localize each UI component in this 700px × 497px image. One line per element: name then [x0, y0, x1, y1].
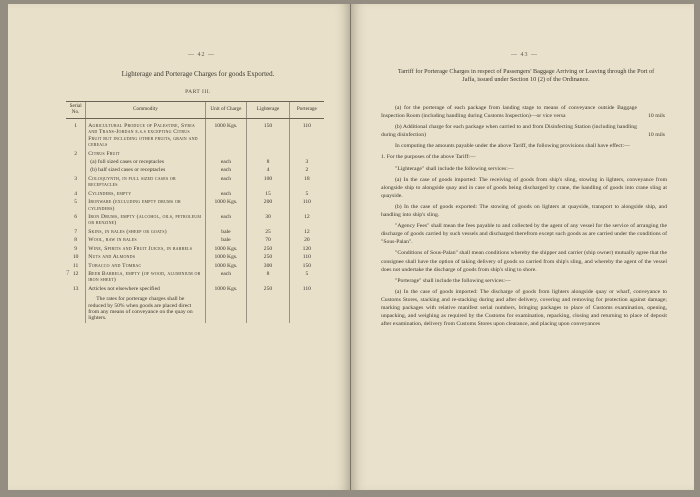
tariff-paragraph — [381, 203, 667, 219]
tariff-text — [381, 104, 667, 331]
header-unit: Unit of Charge — [205, 102, 247, 119]
charge-amount: 10 mils — [648, 113, 665, 120]
cell-lighterage: 70 — [247, 236, 290, 244]
table-row — [66, 285, 324, 293]
cell-porterage: 3 — [289, 158, 324, 166]
cell-lighterage: 150 — [247, 118, 290, 149]
left-page-number: — 42 — — [188, 52, 215, 58]
cell-commodity: Beer Barrels, empty (of wood, aluminium or iron sheet) — [86, 270, 205, 285]
cell-serial: 2 — [74, 150, 78, 157]
cell-lighterage: 300 — [247, 262, 290, 270]
cell-lighterage: 15 — [247, 190, 290, 198]
margin-mark: 7 — [66, 269, 70, 277]
cell-unit — [205, 150, 247, 158]
paragraph-text: "Conditions of Sous-Palan" shall mean conditions whereby the shipper and carrier (ship owner) mutually agree that the consignee shall have the option of taking delivery of goods so carried from ship's sling, and whereby the agent of the vessel does not undertake the discharge of goods from ship's sling to shore. — [381, 250, 667, 273]
table-header-row — [66, 102, 324, 119]
tariff-paragraph — [381, 288, 667, 328]
table-note-row — [66, 293, 324, 323]
cell-serial: 13 — [72, 285, 79, 292]
cell-unit: 1000 Kgs. — [205, 285, 247, 293]
table-note: The rates for porterage charges shall be reduced by 50% when goods are placed direct from any means of conveyance on the quay on lighters. — [86, 293, 205, 323]
cell-porterage: 18 — [289, 175, 324, 190]
table-row — [66, 245, 324, 253]
paragraph-text: (b) In the case of goods exported: The stowing of goods on lighters at quayside, transport to alongside ship, and handling into ship's sling. — [381, 203, 667, 219]
tariff-paragraph — [381, 249, 667, 273]
table-note-empty-cell — [247, 293, 290, 323]
cell-porterage: 120 — [289, 245, 324, 253]
cell-commodity: Iron Drums, empty (alcohol, oils, petroleum or benzine) — [86, 213, 205, 228]
cell-lighterage: 250 — [247, 253, 290, 261]
table-row — [66, 175, 324, 190]
cell-serial: 8 — [74, 237, 78, 244]
cell-serial: 6 — [74, 214, 78, 220]
cell-commodity: Nuts and Almonds — [86, 253, 205, 261]
tariff-paragraph — [381, 142, 667, 150]
cell-unit: each — [205, 270, 247, 285]
cell-unit: bale — [205, 228, 247, 236]
tariff-paragraph — [381, 123, 667, 139]
cell-porterage: 12 — [289, 228, 324, 236]
table-row — [66, 166, 324, 174]
cell-porterage: 5 — [289, 190, 324, 198]
cell-lighterage: 4 — [247, 166, 290, 174]
cell-unit: each — [205, 158, 247, 166]
tariff-paragraph — [381, 222, 667, 246]
tariff-paragraph — [381, 277, 667, 285]
cell-commodity: Wool, raw in bales — [86, 236, 205, 244]
cell-serial — [66, 166, 86, 174]
cell-serial: 11 — [72, 262, 79, 269]
table-row — [66, 118, 324, 149]
cell-unit: bale — [205, 236, 247, 244]
table-row — [66, 190, 324, 198]
tariff-paragraph — [381, 153, 667, 161]
cell-lighterage: 25 — [247, 228, 290, 236]
cell-lighterage: 200 — [247, 198, 290, 213]
paragraph-text: (a) for the porterage of each package from landing stage to means of conveyance outside Baggage Inspection Room (including handling during Customs Inspection)—or vice versa — [381, 105, 637, 120]
table-note-empty-cell — [66, 293, 86, 323]
table-note-empty-cell — [289, 293, 324, 323]
tariff-paragraph — [381, 104, 667, 120]
table-row — [66, 236, 324, 244]
table-row — [66, 270, 324, 285]
cell-serial: 12 — [72, 270, 79, 277]
cell-serial: 4 — [74, 190, 78, 197]
header-commodity: Commodity — [86, 102, 205, 119]
cell-lighterage: 250 — [247, 285, 290, 293]
part-heading: PART III. — [185, 89, 211, 95]
table-note-empty-cell — [205, 293, 247, 323]
cell-unit: 1000 Kgs. — [205, 198, 247, 213]
paragraph-text: "Porterage" shall include the following services:— — [395, 277, 511, 284]
cell-commodity: Wine, Spirits and Fruit Juices, in barrels — [86, 245, 205, 253]
cell-serial: 7 — [74, 228, 78, 235]
cell-porterage: 110 — [289, 253, 324, 261]
cell-serial: 1 — [74, 122, 78, 129]
cell-serial — [66, 158, 86, 166]
cell-lighterage: 100 — [247, 175, 290, 190]
cell-unit: each — [205, 166, 247, 174]
header-serial: Serial No. — [66, 102, 86, 119]
cell-porterage: 150 — [289, 262, 324, 270]
cell-commodity: (b) half sized cases or receptacles — [86, 166, 205, 174]
header-porterage: Porterage — [289, 102, 324, 119]
cell-porterage: 110 — [289, 198, 324, 213]
left-page-title: Lighterage and Porterage Charges for goods Exported. — [121, 70, 275, 78]
cell-porterage — [289, 150, 324, 158]
cell-commodity: Coloquynth, in full sized cases or receptacles — [86, 175, 205, 190]
charge-amount: 10 mils — [648, 132, 665, 139]
cell-porterage: 110 — [289, 118, 324, 149]
cell-unit: 1000 Kgs. — [205, 118, 247, 149]
cell-serial: 3 — [74, 175, 78, 182]
cell-commodity: Skins, in bales (sheep or goats) — [86, 228, 205, 236]
cell-porterage: 110 — [289, 285, 324, 293]
table-row — [66, 198, 324, 213]
header-lighterage: Lighterage — [247, 102, 290, 119]
table-row — [66, 150, 324, 158]
table-row — [66, 213, 324, 228]
cell-lighterage: 250 — [247, 245, 290, 253]
right-page-number: — 43 — — [511, 52, 538, 58]
paragraph-text: 1. For the purposes of the above Tariff:— — [381, 154, 476, 161]
paragraph-text: (a) In the case of goods imported: The discharge of goods from lighters alongside quay or wharf, conveyance to Customs Stores, stacking and re-stacking during and after delivery, covering and removing for protection against damage; marking packages with relative manifest serial numbers, bringing packages to place of Customs examination, opening, unpacking, and weighing as required by the Customs for examination, repacking, closing and returning to place of deposit after examination, delivery from Customs Stores upon clearance, and placing upon conveyances — [381, 288, 667, 328]
cell-commodity: Tobacco and Tombac — [86, 262, 205, 270]
tariff-paragraph — [381, 165, 667, 173]
cell-porterage: 2 — [289, 166, 324, 174]
cell-commodity: (a) full sized cases or receptacles — [86, 158, 205, 166]
cell-lighterage: 8 — [247, 270, 290, 285]
cell-lighterage — [247, 150, 290, 158]
right-page — [351, 4, 694, 490]
cell-commodity: Citrus Fruit — [86, 150, 205, 158]
cell-porterage: 20 — [289, 236, 324, 244]
paragraph-text: (b) Additional charge for each package when carried to and from Disinfecting Station (including handling during disinfection) — [381, 124, 637, 139]
cell-serial: 10 — [72, 254, 79, 261]
table-body — [66, 118, 324, 322]
cell-unit: 1000 Kgs. — [205, 253, 247, 261]
cell-serial: 5 — [74, 199, 78, 206]
cell-commodity: Ironware (excluding empty drums or cylinders) — [86, 198, 205, 213]
cell-unit: each — [205, 175, 247, 190]
cell-commodity: Agricultural Produce of Palestine, Syria and Trans-Jordan e.s.s excepting Citrus Fruit but including other fruits, grain and cereals — [86, 118, 205, 149]
cell-serial: 9 — [74, 245, 78, 252]
table-row — [66, 228, 324, 236]
table-row — [66, 158, 324, 166]
tariff-paragraph — [381, 176, 667, 200]
cell-lighterage: 8 — [247, 158, 290, 166]
paragraph-text: (a) In the case of goods imported: The receiving of goods from ship's sling, stowing in lighters, conveyance from alongside ship to alongside quay and in case of goods being discharged by crane, the handling of goods into crane sling at quayside. — [381, 176, 667, 199]
paragraph-text: "Lighterage" shall include the following services:— — [395, 165, 514, 172]
cell-unit: each — [205, 213, 247, 228]
cell-porterage: 12 — [289, 213, 324, 228]
table-row — [66, 253, 324, 261]
charges-table — [66, 101, 324, 323]
table-row — [66, 262, 324, 270]
cell-commodity: Articles not elsewhere specified — [86, 285, 205, 293]
cell-unit: 1000 Kgs. — [205, 262, 247, 270]
cell-unit: each — [205, 190, 247, 198]
left-page — [8, 4, 350, 490]
cell-commodity: Cylinders, empty — [86, 190, 205, 198]
cell-porterage: 5 — [289, 270, 324, 285]
paragraph-text: "Agency Fees" shall mean the fees payable to and collected by the agent of any vessel for the service of arranging the discharge of goods carried by such vessels and discharged therefrom except such goods as are carried under the conditions of "Sous-Palan". — [381, 223, 667, 246]
cell-unit: 1000 Kgs. — [205, 245, 247, 253]
paragraph-text: In computing the amounts payable under the above Tariff, the following provisions shall have effect:— — [395, 143, 630, 150]
right-page-title: Tarriff for Porterage Charges in respect of Passengers' Baggage Arriving or Leaving through the Port of Jaffa, issued under Section 10 (2) of the Ordinance. — [397, 68, 655, 84]
cell-lighterage: 30 — [247, 213, 290, 228]
